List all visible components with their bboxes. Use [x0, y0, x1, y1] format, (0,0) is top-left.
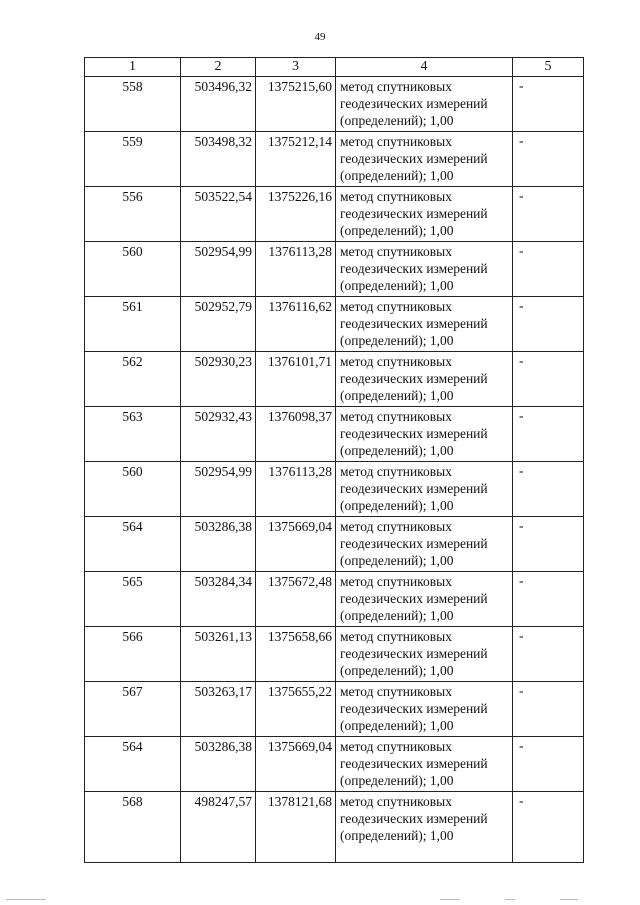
table-row — [85, 352, 584, 407]
point-number-cell: 560 — [85, 462, 181, 517]
y-coordinate-cell: 1375669,04 — [256, 517, 336, 572]
coordinates-table — [84, 57, 584, 863]
point-number-cell: 566 — [85, 627, 181, 682]
method-cell: метод спутниковых геодезических измерений (определений); 1,00 — [336, 352, 513, 407]
method-cell: метод спутниковых геодезических измерений (определений); 1,00 — [336, 627, 513, 682]
y-coordinate-cell: 1375226,16 — [256, 187, 336, 242]
point-number-cell: 565 — [85, 572, 181, 627]
y-coordinate-cell: 1375655,22 — [256, 682, 336, 737]
x-coordinate-cell: 502954,99 — [181, 462, 256, 517]
point-number-cell: 562 — [85, 352, 181, 407]
note-cell: - — [513, 77, 584, 132]
y-coordinate-cell: 1375672,48 — [256, 572, 336, 627]
y-coordinate-cell: 1376113,28 — [256, 242, 336, 297]
note-cell: - — [513, 682, 584, 737]
x-coordinate-cell: 503496,32 — [181, 77, 256, 132]
point-number-cell: 568 — [85, 792, 181, 863]
x-coordinate-cell: 503498,32 — [181, 132, 256, 187]
table-row — [85, 572, 584, 627]
method-cell: метод спутниковых геодезических измерений (определений); 1,00 — [336, 242, 513, 297]
table-row — [85, 132, 584, 187]
note-cell: - — [513, 297, 584, 352]
table-row — [85, 627, 584, 682]
header-cell-2: 2 — [181, 58, 256, 77]
method-cell: метод спутниковых геодезических измерений (определений); 1,00 — [336, 572, 513, 627]
header-cell-4: 4 — [336, 58, 513, 77]
method-cell: метод спутниковых геодезических измерений (определений); 1,00 — [336, 187, 513, 242]
x-coordinate-cell: 503522,54 — [181, 187, 256, 242]
y-coordinate-cell: 1375669,04 — [256, 737, 336, 792]
table-row — [85, 737, 584, 792]
point-number-cell: 556 — [85, 187, 181, 242]
method-cell: метод спутниковых геодезических измерений (определений); 1,00 — [336, 792, 513, 863]
method-cell: метод спутниковых геодезических измерений (определений); 1,00 — [336, 682, 513, 737]
header-cell-5: 5 — [513, 58, 584, 77]
page-number: 49 — [314, 31, 326, 43]
table-row — [85, 187, 584, 242]
method-cell: метод спутниковых геодезических измерений (определений); 1,00 — [336, 297, 513, 352]
note-cell: - — [513, 737, 584, 792]
method-cell: метод спутниковых геодезических измерений (определений); 1,00 — [336, 517, 513, 572]
table-row — [85, 77, 584, 132]
y-coordinate-cell: 1375215,60 — [256, 77, 336, 132]
note-cell: - — [513, 407, 584, 462]
x-coordinate-cell: 503286,38 — [181, 737, 256, 792]
note-cell: - — [513, 462, 584, 517]
y-coordinate-cell: 1375212,14 — [256, 132, 336, 187]
method-cell: метод спутниковых геодезических измерений (определений); 1,00 — [336, 462, 513, 517]
x-coordinate-cell: 502954,99 — [181, 242, 256, 297]
note-cell: - — [513, 187, 584, 242]
table-row — [85, 682, 584, 737]
table-header-row — [85, 58, 584, 77]
header-cell-1: 1 — [85, 58, 181, 77]
note-cell: - — [513, 792, 584, 863]
y-coordinate-cell: 1376113,28 — [256, 462, 336, 517]
y-coordinate-cell: 1376101,71 — [256, 352, 336, 407]
method-cell: метод спутниковых геодезических измерений (определений); 1,00 — [336, 737, 513, 792]
note-cell: - — [513, 572, 584, 627]
x-coordinate-cell: 502952,79 — [181, 297, 256, 352]
header-cell-3: 3 — [256, 58, 336, 77]
x-coordinate-cell: 502930,23 — [181, 352, 256, 407]
point-number-cell: 559 — [85, 132, 181, 187]
x-coordinate-cell: 503286,38 — [181, 517, 256, 572]
method-cell: метод спутниковых геодезических измерений (определений); 1,00 — [336, 77, 513, 132]
table-row — [85, 242, 584, 297]
note-cell: - — [513, 242, 584, 297]
point-number-cell: 567 — [85, 682, 181, 737]
note-cell: - — [513, 352, 584, 407]
y-coordinate-cell: 1376098,37 — [256, 407, 336, 462]
point-number-cell: 564 — [85, 737, 181, 792]
table-row — [85, 462, 584, 517]
y-coordinate-cell: 1376116,62 — [256, 297, 336, 352]
table-row — [85, 407, 584, 462]
point-number-cell: 561 — [85, 297, 181, 352]
note-cell: - — [513, 517, 584, 572]
x-coordinate-cell: 503284,34 — [181, 572, 256, 627]
point-number-cell: 558 — [85, 77, 181, 132]
method-cell: метод спутниковых геодезических измерений (определений); 1,00 — [336, 132, 513, 187]
y-coordinate-cell: 1378121,68 — [256, 792, 336, 863]
table-row — [85, 792, 584, 863]
point-number-cell: 564 — [85, 517, 181, 572]
scan-edge-marks — [0, 899, 640, 903]
x-coordinate-cell: 503261,13 — [181, 627, 256, 682]
x-coordinate-cell: 498247,57 — [181, 792, 256, 863]
x-coordinate-cell: 502932,43 — [181, 407, 256, 462]
point-number-cell: 560 — [85, 242, 181, 297]
point-number-cell: 563 — [85, 407, 181, 462]
note-cell: - — [513, 627, 584, 682]
note-cell: - — [513, 132, 584, 187]
table-row — [85, 517, 584, 572]
method-cell: метод спутниковых геодезических измерений (определений); 1,00 — [336, 407, 513, 462]
y-coordinate-cell: 1375658,66 — [256, 627, 336, 682]
x-coordinate-cell: 503263,17 — [181, 682, 256, 737]
table-row — [85, 297, 584, 352]
